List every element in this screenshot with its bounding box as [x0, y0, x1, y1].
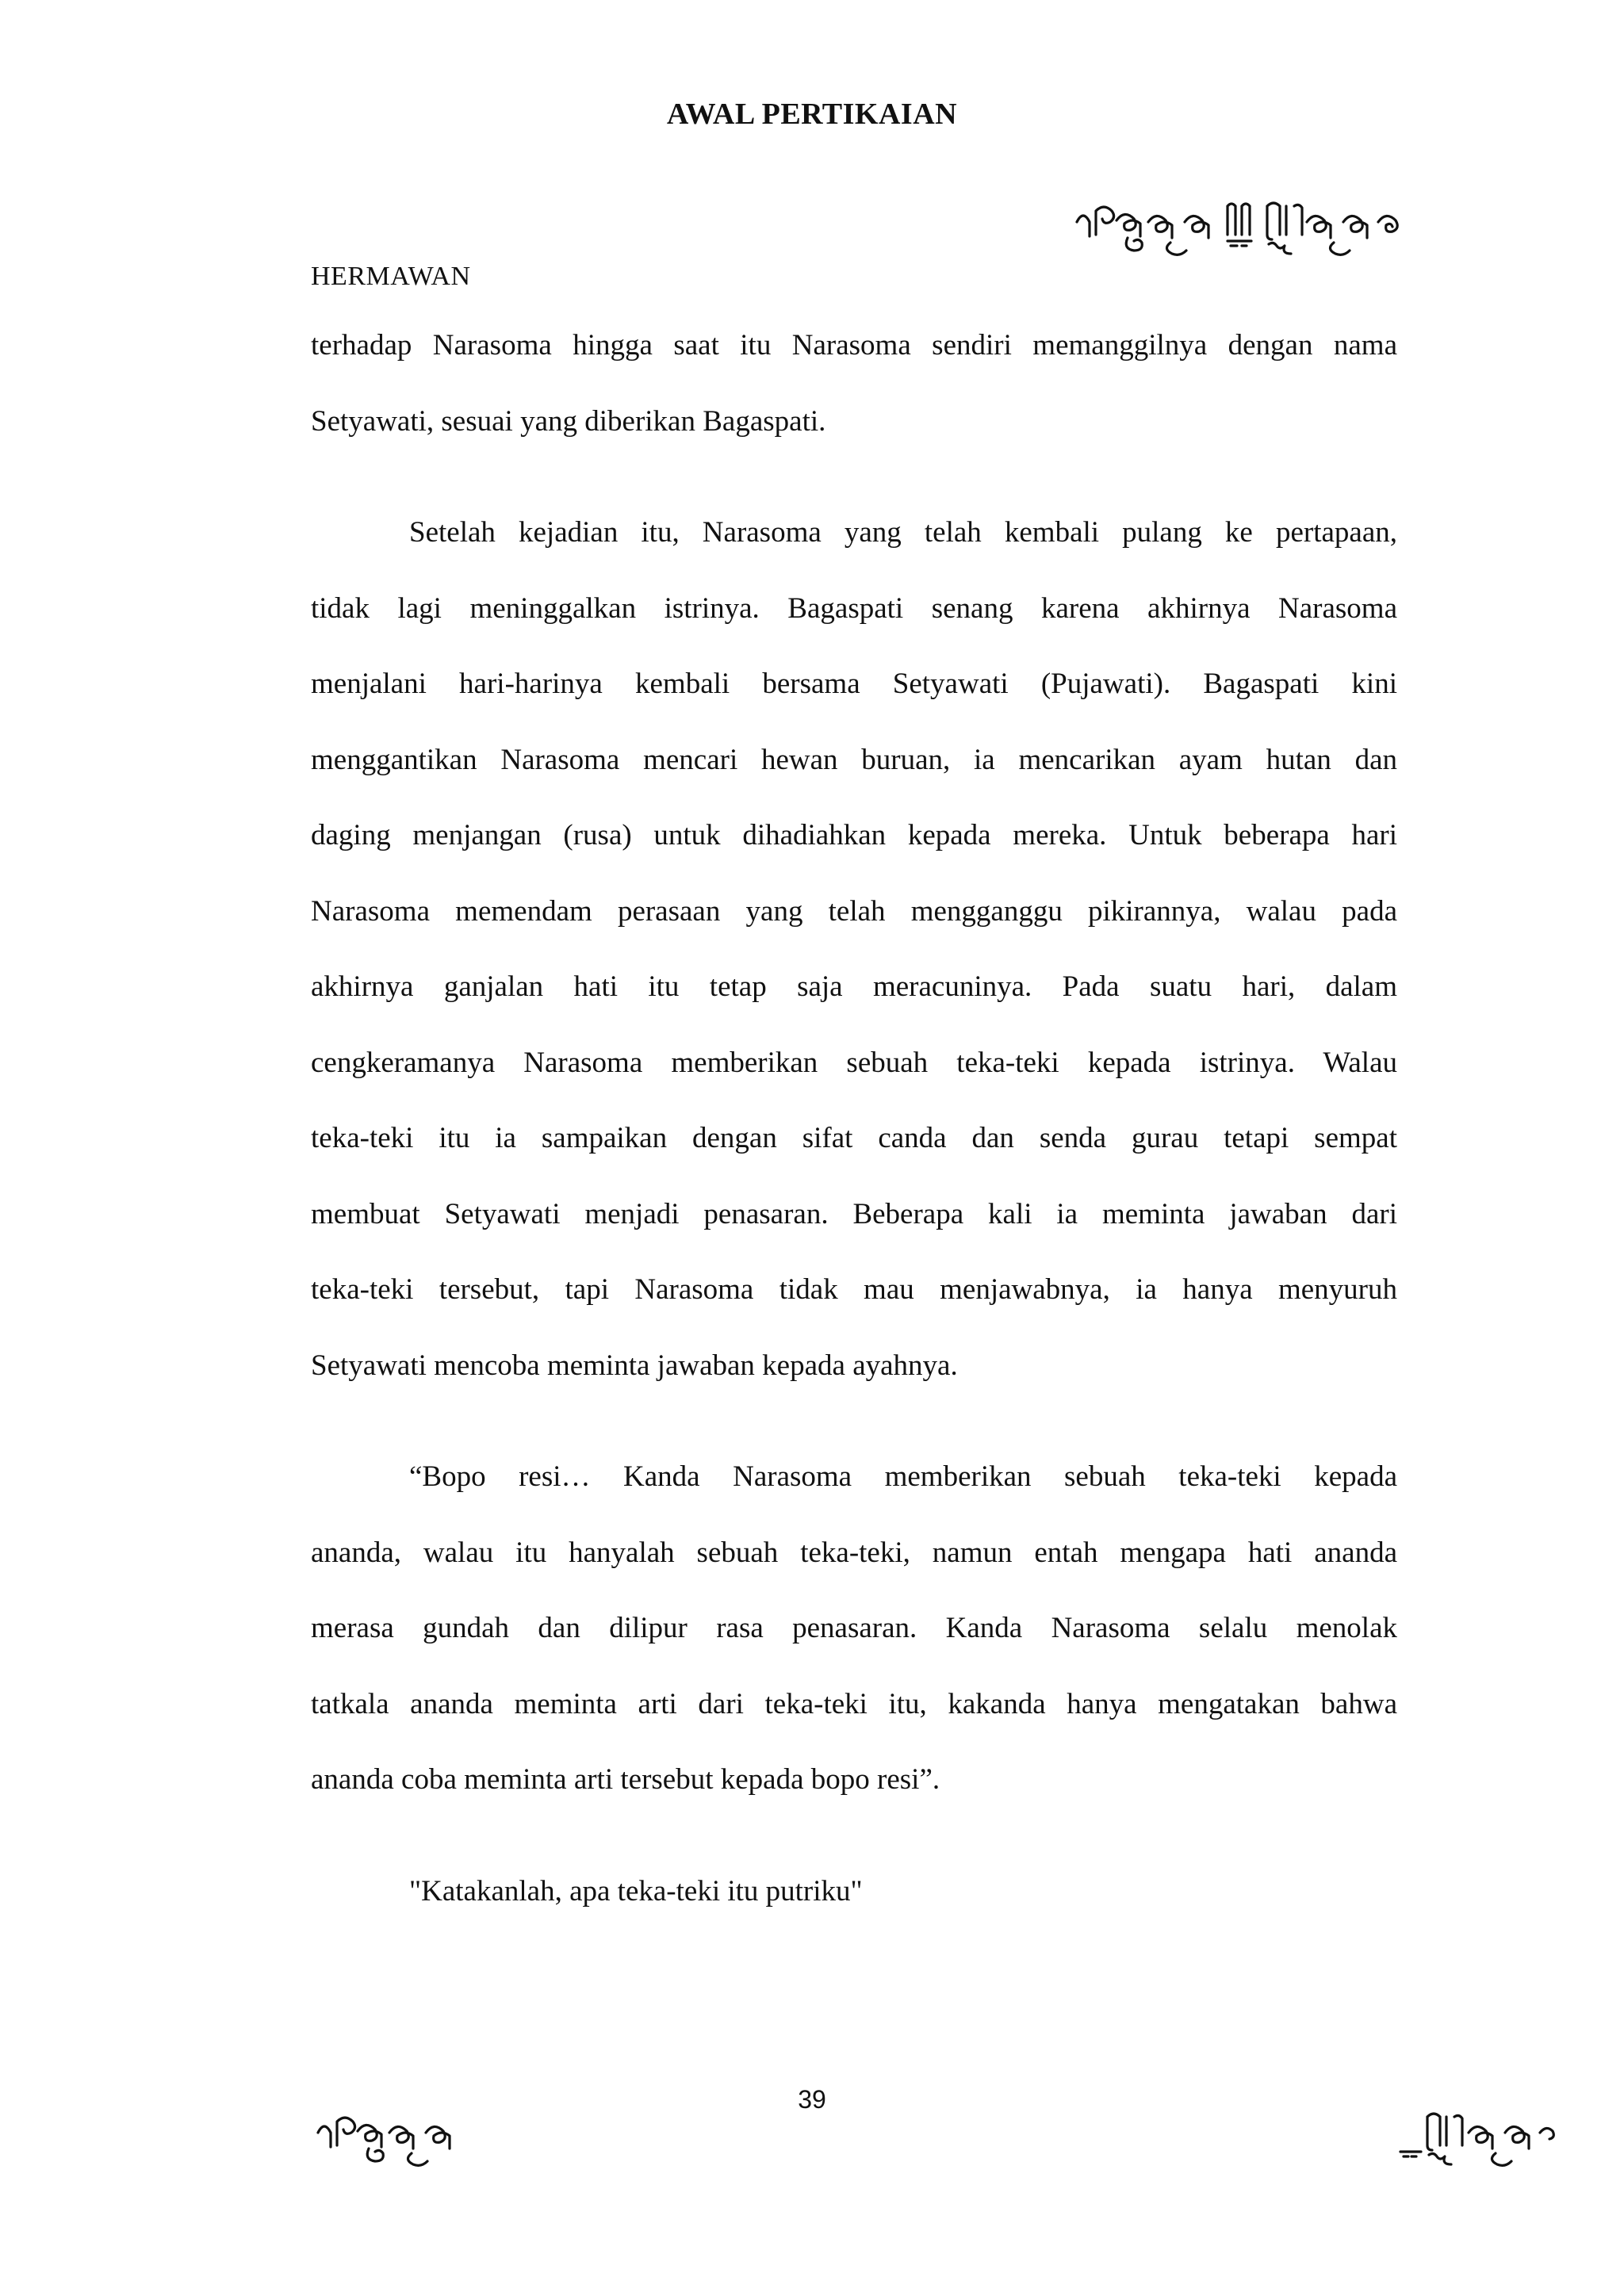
page-number: 39 [798, 2085, 826, 2114]
text-line: menggantikan Narasoma mencari hewan buruan, ia mencarikan ayam hutan dan [311, 743, 1397, 776]
text-line: merasa gundah dan dilipur rasa penasaran. Kanda Narasoma selalu menolak [311, 1612, 1397, 1644]
author-name: HERMAWAN [311, 262, 471, 291]
text-line: ananda coba meminta arti tersebut kepada bopo resi”. [311, 1763, 940, 1796]
text-line: cengkeramanya Narasoma memberikan sebuah teka-teki kepada istrinya. Walau [311, 1046, 1397, 1079]
text-line: “Bopo resi… Kanda Narasoma memberikan sebuah teka-teki kepada [409, 1460, 1397, 1493]
text-line: daging menjangan (rusa) untuk dihadiahkan kepada mereka. Untuk beberapa hari [311, 819, 1397, 851]
paragraph [311, 1439, 1397, 1818]
text-line: ananda, walau itu hanyalah sebuah teka-teki, namun entah mengapa hati ananda [311, 1536, 1397, 1569]
text-line: Setelah kejadian itu, Narasoma yang telah kembali pulang ke pertapaan, [409, 516, 1397, 549]
text-line: terhadap Narasoma hingga saat itu Narasoma sendiri memanggilnya dengan nama [311, 329, 1397, 362]
text-line: Narasoma memendam perasaan yang telah mengganggu pikirannya, walau pada [311, 894, 1397, 928]
text-line: "Katakanlah, apa teka-teki itu putriku" [409, 1874, 863, 1908]
text-line: teka-teki tersebut, tapi Narasoma tidak mau menjawabnya, ia hanya menyuruh [311, 1273, 1397, 1306]
chapter-title: AWAL PERTIKAIAN [666, 98, 958, 131]
text-line: Setyawati mencoba meminta jawaban kepada ayahnya. [311, 1349, 958, 1382]
javanese-script-ornament-icon [1396, 2099, 1562, 2171]
javanese-script-ornament-icon [1072, 189, 1405, 260]
text-line: Setyawati, sesuai yang diberikan Bagaspati. [311, 404, 826, 438]
paragraph [311, 495, 1397, 1403]
text-line: akhirnya ganjalan hati itu tetap saja meracuninya. Pada suatu hari, dalam [311, 970, 1397, 1003]
javanese-script-ornament-icon [313, 2099, 488, 2171]
text-line: membuat Setyawati menjadi penasaran. Beberapa kali ia meminta jawaban dari [311, 1197, 1397, 1230]
text-line: tatkala ananda meminta arti dari teka-teki itu, kakanda hanya mengatakan bahwa [311, 1687, 1397, 1720]
text-line: teka-teki itu ia sampaikan dengan sifat canda dan senda gurau tetapi sempat [311, 1122, 1397, 1154]
text-line: tidak lagi meninggalkan istrinya. Bagaspati senang karena akhirnya Narasoma [311, 591, 1397, 625]
text-line: menjalani hari-harinya kembali bersama Setyawati (Pujawati). Bagaspati kini [311, 668, 1397, 700]
body-text [311, 308, 1397, 1929]
paragraph [311, 308, 1397, 459]
paragraph [311, 1854, 1397, 1930]
